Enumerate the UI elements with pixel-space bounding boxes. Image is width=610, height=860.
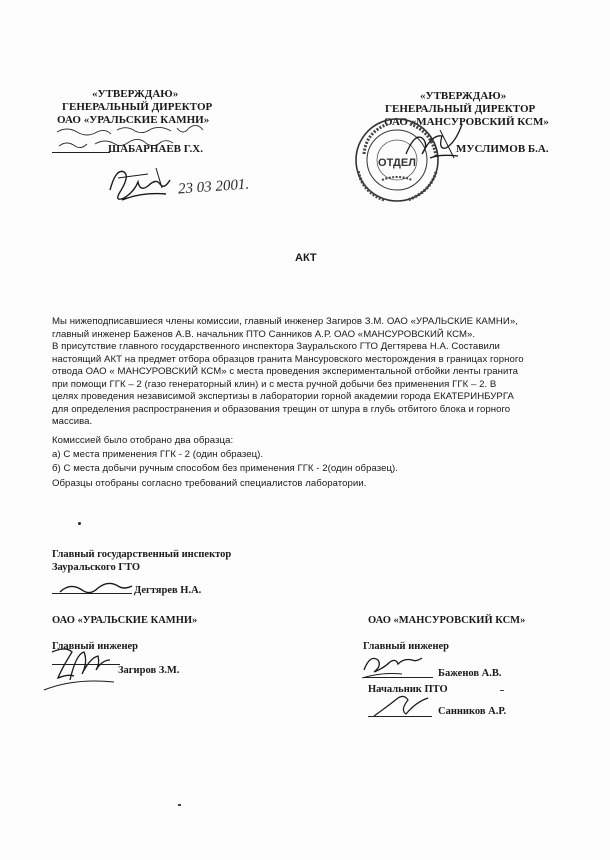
director-signature-right xyxy=(400,124,470,164)
handwritten-date: 23 03 2001. xyxy=(177,176,250,198)
right-org-name: ОАО «МАНСУРОВСКИЙ КСМ» xyxy=(368,615,526,626)
left-org-role: Главный инженер xyxy=(52,641,139,652)
stray-mark xyxy=(500,690,504,691)
right-pto-name: Санников А.Р. xyxy=(438,706,507,717)
body-line-9: массива. xyxy=(52,416,93,427)
body-line-1: Мы нижеподписавшиеся члены комиссии, главный инженер Загиров З.М. ОАО «УРАЛЬСКИЕ КАМНИ», xyxy=(52,316,518,327)
right-org-role-2: Начальник ПТО xyxy=(368,684,448,695)
stray-mark xyxy=(178,804,181,806)
body-line-3: В присутствие главного государственного инспектора Зауральского ГТО Дегтярева Н.А. Составили xyxy=(52,341,500,352)
inspector-signature xyxy=(56,578,136,602)
approve-right-label: «УТВЕРЖДАЮ» xyxy=(420,90,507,102)
inspector-title-1: Главный государственный инспектор xyxy=(52,549,232,560)
left-engineer-signature xyxy=(40,640,125,698)
left-engineer-name: Загиров З.М. xyxy=(118,665,180,676)
approve-right-name: МУСЛИМОВ Б.А. xyxy=(456,143,549,155)
approve-left-label: «УТВЕРЖДАЮ» xyxy=(92,88,179,100)
inspector-name: Дегтярев Н.А. xyxy=(134,585,202,596)
right-org-role-1: Главный инженер xyxy=(363,641,450,652)
body-line-4: настоящий АКТ на предмет отбора образцов гранита Мансуровского месторождения в границах горного xyxy=(52,353,524,365)
body-line-6: при помощи ГГК – 2 (газо генераторный клин) и с места ручной добычи без применения ГГК – 2. В xyxy=(52,378,497,390)
left-org-name: ОАО «УРАЛЬСКИЕ КАМНИ» xyxy=(52,615,198,626)
body-line-7: целях проведения независимой экспертизы в лаборатории горной академии города ЕКАТЕРИНБУРГА xyxy=(52,391,514,402)
approve-left-position: ГЕНЕРАЛЬНЫЙ ДИРЕКТОР xyxy=(62,101,213,113)
document-title: АКТ xyxy=(295,252,317,264)
approve-right-org: ОАО «МАНСУРОВСКИЙ КСМ» xyxy=(384,116,549,128)
body-line-5: отвода ОАО « МАНСУРОВСКИЙ КСМ» с места проведения экспериментальной отбойки ленты гранита xyxy=(52,366,519,377)
stamp-text: ОТДЕЛ xyxy=(378,157,416,169)
right-engineer-signature xyxy=(358,650,428,684)
stray-mark xyxy=(78,522,81,525)
approve-right-position: ГЕНЕРАЛЬНЫЙ ДИРЕКТОР xyxy=(385,103,536,115)
body-line-8: для определения распространения и образования трещин от шпура в глубь отбитого блока и горного xyxy=(52,403,511,415)
signature-line-left-director xyxy=(52,152,110,153)
body-line-12: б) С места добычи ручным способом без применения ГГК - 2(один образец). xyxy=(52,463,399,474)
body-line-13: Образцы отобраны согласно требований специалистов лаборатории. xyxy=(52,478,367,489)
right-engineer-name: Баженов А.В. xyxy=(438,668,502,679)
body-line-11: а) С места применения ГГК - 2 (один образец). xyxy=(52,449,264,460)
right-pto-signature xyxy=(370,692,434,722)
inspector-title-2: Зауральского ГТО xyxy=(52,562,141,573)
director-signature-left xyxy=(100,160,190,208)
body-line-2: главный инженер Баженов А.В. начальник ПТО Санников А.Р. ОАО «МАНСУРОВСКИЙ КСМ». xyxy=(52,328,476,340)
approve-left-name: ШАБАРНАЕВ Г.Х. xyxy=(108,143,203,155)
approve-left-org: ОАО «УРАЛЬСКИЕ КАМНИ» xyxy=(57,114,210,126)
body-line-10: Комиссией было отобрано два образца: xyxy=(52,435,234,446)
